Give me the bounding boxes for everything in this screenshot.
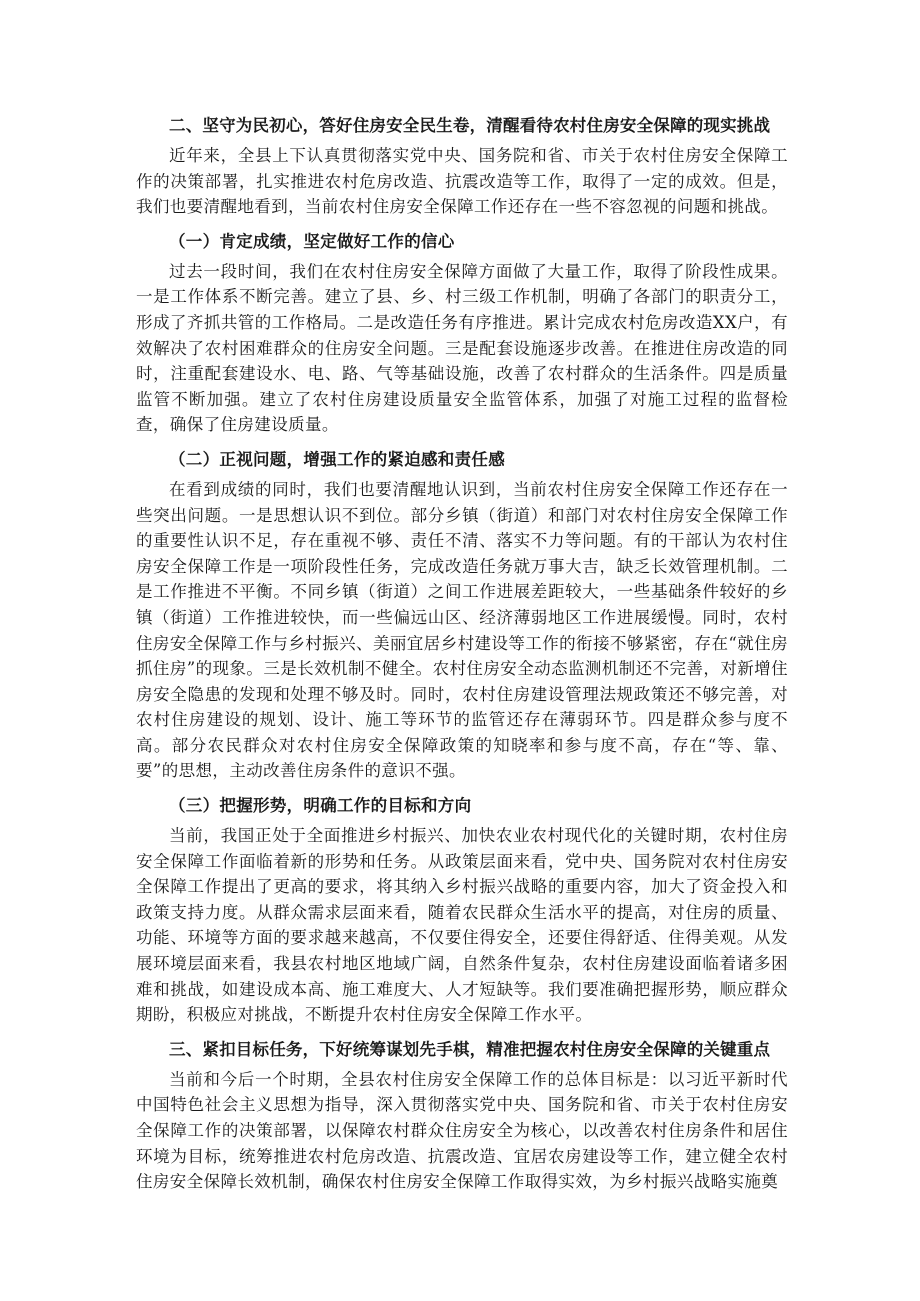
body-paragraph: 近年来，全县上下认真贯彻落实党中央、国务院和省、市关于农村住房安全保障工作的决策部署，扎实推进农村危房改造、抗震改造等工作，取得了一定的成效。但是，我们也要清醒地看到，当前农村住房安全保障工作还存在一些不容忽视的问题和挑战。: [136, 146, 788, 217]
document-page: [136, 109, 788, 1200]
body-paragraph: 在看到成绩的同时，我们也要清醒地认识到，当前农村住房安全保障工作还存在一些突出问题。一是思想认识不到位。部分乡镇（街道）和部门对农村住房安全保障工作的重要性认识不足，存在重视不够、责任不清、落实不力等问题。有的干部认为农村住房安全保障工作是一项阶段性任务，完成改造任务就万事大吉，缺乏长效管理机制。二是工作推进不平衡。不同乡镇（街道）之间工作进展差距较大，一些基础条件较好的乡镇（街道）工作推进较快，而一些偏远山区、经济薄弱地区工作进展缓慢。同时，农村住房安全保障工作与乡村振兴、美丽宜居乡村建设等工作的衔接不够紧密，存在“就住房抓住房”的现象。三是长效机制不健全。农村住房安全动态监测机制还不完善，对新增住房安全隐患的发现和处理不够及时。同时，农村住房建设管理法规政策还不够完善，对农村住房建设的规划、设计、施工等环节的监管还存在薄弱环节。四是群众参与度不高。部分农民群众对农村住房安全保障政策的知晓率和参与度不高，存在“等、靠、要”的思想，主动改善住房条件的意识不强。: [136, 479, 788, 781]
body-paragraph: 当前，我国正处于全面推进乡村振兴、加快农业农村现代化的关键时期，农村住房安全保障工作面临着新的形势和任务。从政策层面来看，党中央、国务院对农村住房安全保障工作提出了更高的要求，将其纳入乡村振兴战略的重要内容，加大了资金投入和政策支持力度。从群众需求层面来看，随着农民群众生活水平的提高，对住房的质量、功能、环境等方面的要求越来越高，不仅要住得安全，还要住得舒适、住得美观。从发展环境层面来看，我县农村地区地域广阔，自然条件复杂，农村住房建设面临着诸多困难和挑战，如建设成本高、施工难度大、人才短缺等。我们要准确把握形势，顺应群众期盼，积极应对挑战，不断提升农村住房安全保障工作水平。: [136, 826, 788, 1025]
subsection-heading: （三）把握形势，明确工作的目标和方向: [169, 796, 472, 816]
section-heading: 三、紧扣目标任务，下好统筹谋划先手棋，精准把握农村住房安全保障的关键重点: [169, 1039, 771, 1059]
subsection-heading: （一）肯定成绩，坚定做好工作的信心: [169, 231, 455, 251]
body-paragraph: 过去一段时间，我们在农村住房安全保障方面做了大量工作，取得了阶段性成果。一是工作体系不断完善。建立了县、乡、村三级工作机制，明确了各部门的职责分工，形成了齐抓共管的工作格局。二是改造任务有序推进。累计完成农村危房改造XX户，有效解决了农村困难群众的住房安全问题。三是配套设施逐步改善。在推进住房改造的同时，注重配套建设水、电、路、气等基础设施，改善了农村群众的生活条件。四是质量监管不断加强。建立了农村住房建设质量安全监管体系，加强了对施工过程的监督检查，确保了住房建设质量。: [136, 261, 788, 435]
section-heading: 二、坚守为民初心，答好住房安全民生卷，清醒看待农村住房安全保障的现实挑战: [169, 116, 771, 135]
body-paragraph: 当前和今后一个时期，全县农村住房安全保障工作的总体目标是：以习近平新时代中国特色社会主义思想为指导，深入贯彻落实党中央、国务院和省、市关于农村住房安全保障工作的决策部署，以保障农村群众住房安全为核心，以改善农村住房条件和居住环境为目标，统筹推进农村危房改造、抗震改造、宜居农房建设等工作，建立健全农村住房安全保障长效机制，确保农村住房安全保障工作取得实效，为乡村振兴战略实施奠: [136, 1069, 788, 1192]
subsection-heading: （二）正视问题，增强工作的紧迫感和责任感: [169, 449, 505, 469]
